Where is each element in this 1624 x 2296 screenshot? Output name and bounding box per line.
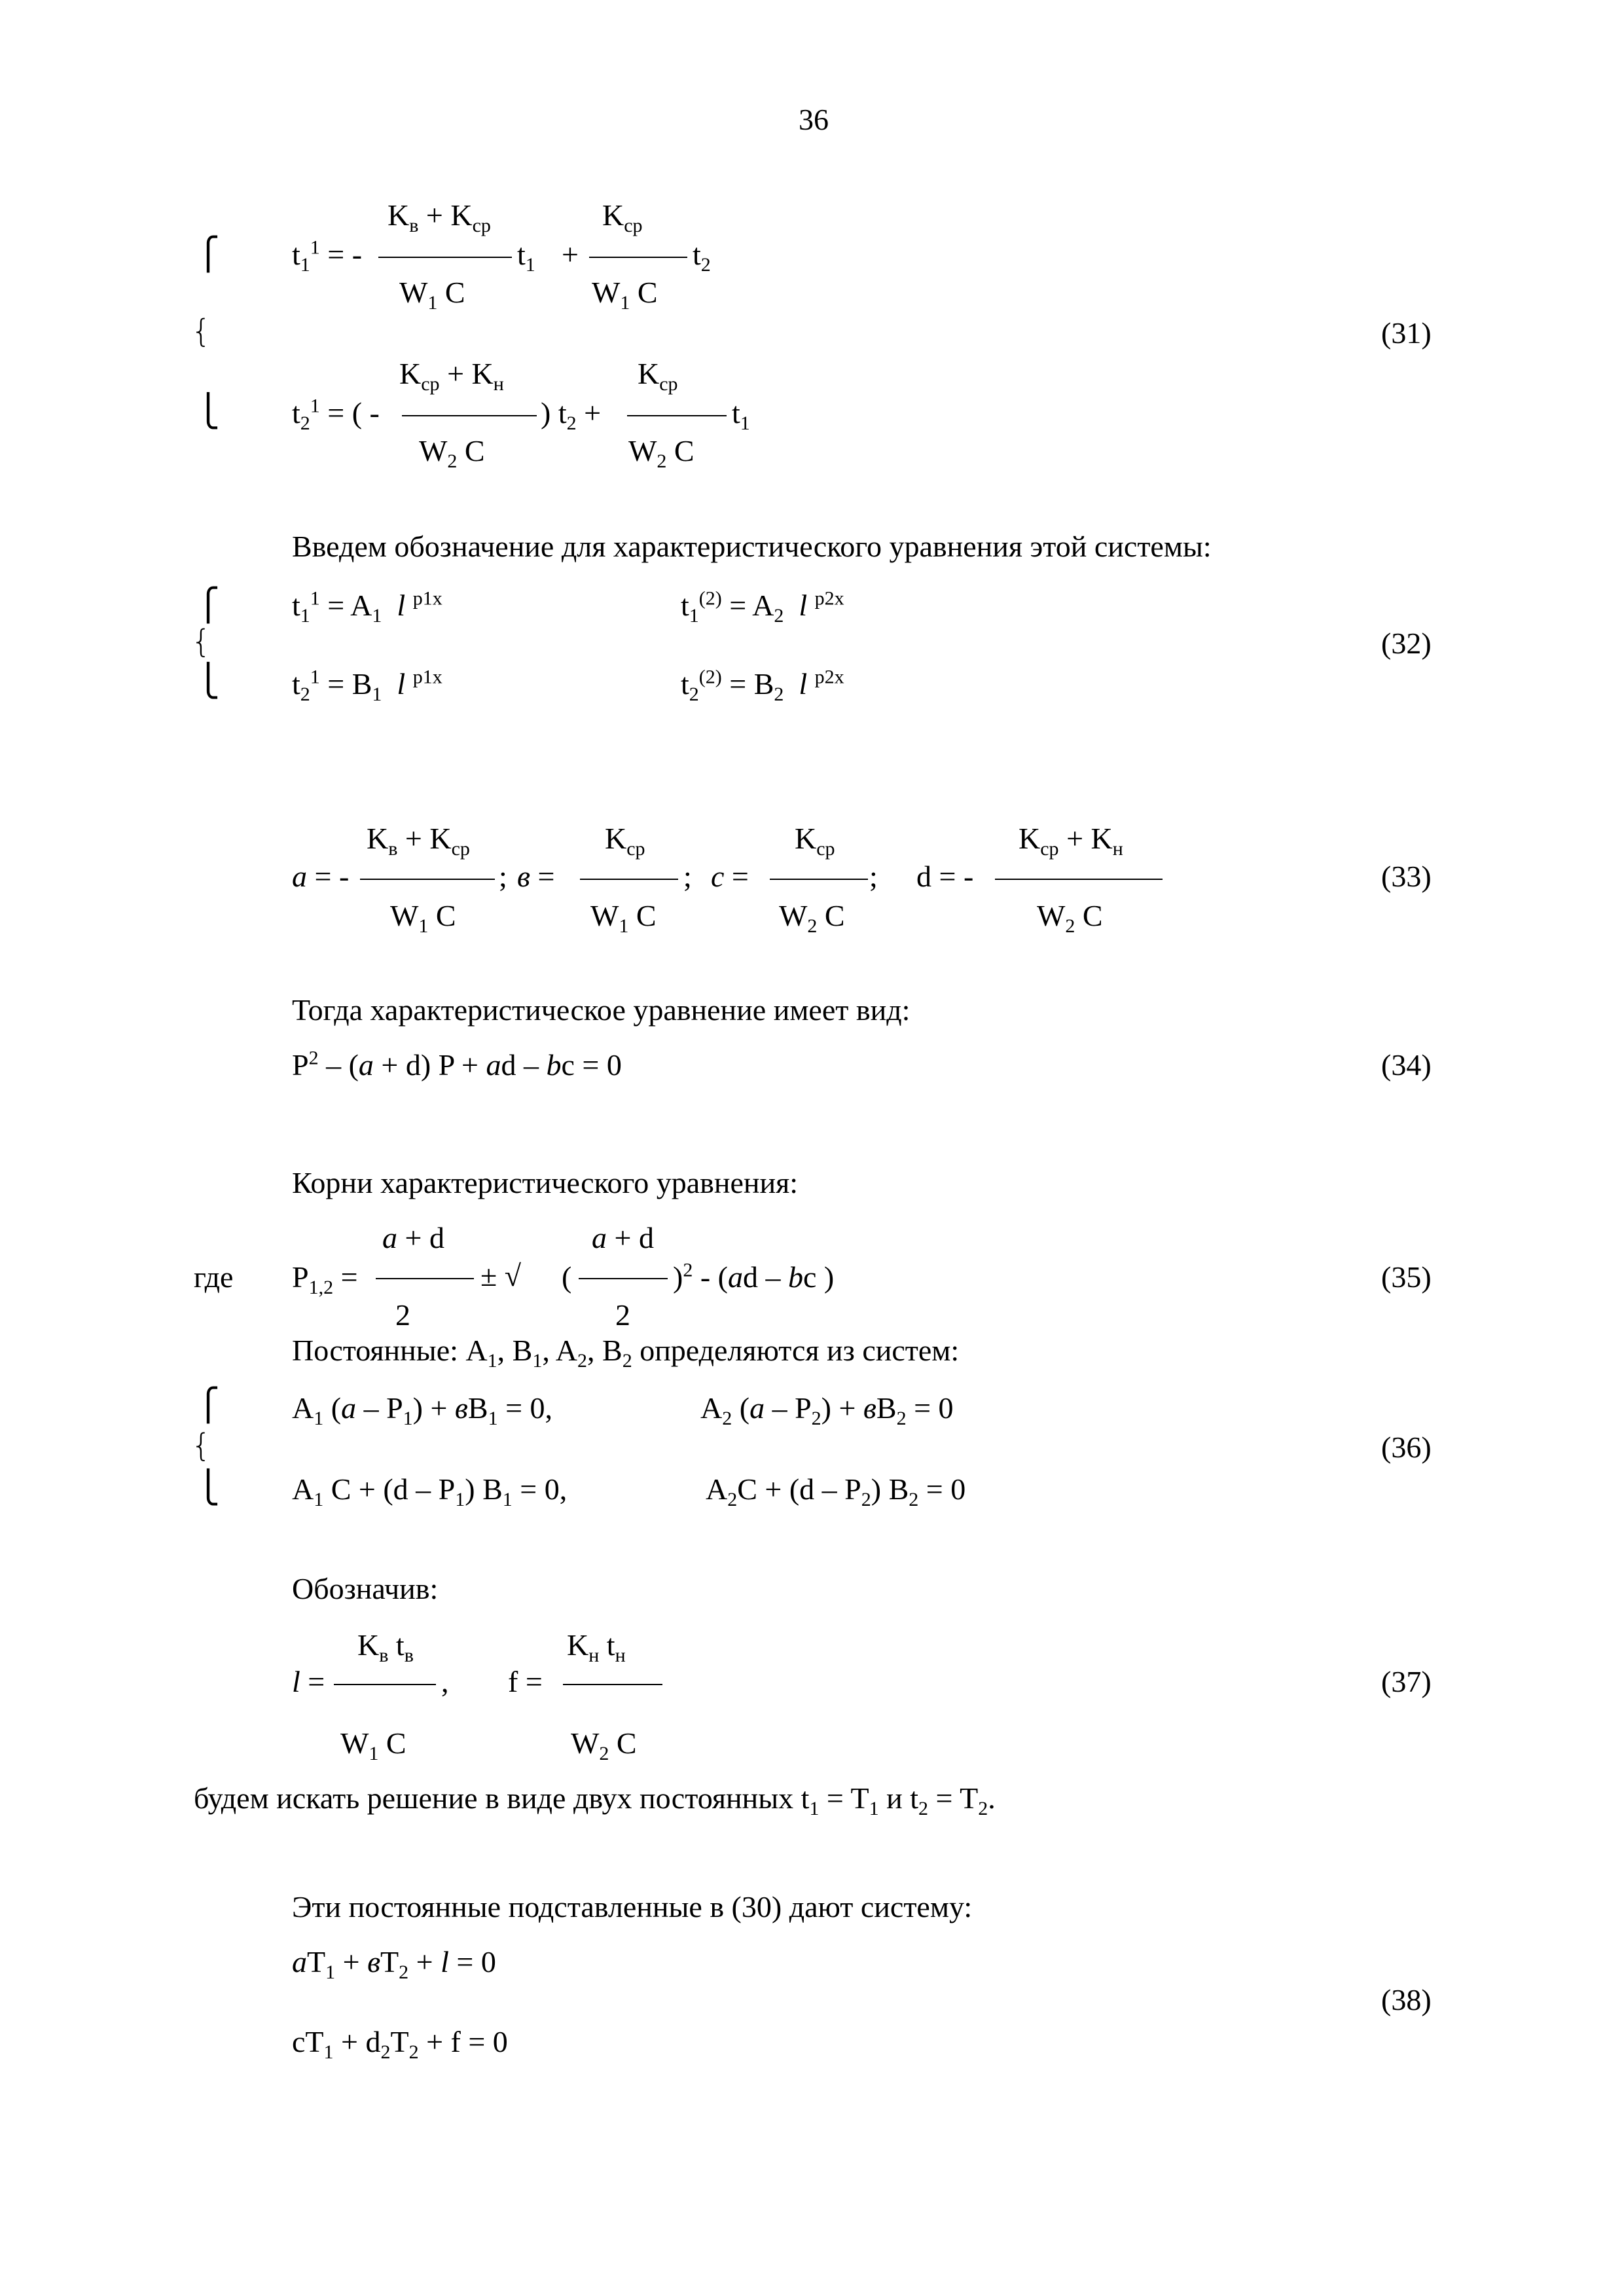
eq36-r2a: $A_1$ $C + (d - P_1)$ $B_1 = 0$, [292, 1472, 568, 1511]
eq35-den-2: 2 [615, 1298, 630, 1332]
eq32-number: (32) [1381, 627, 1432, 660]
eq37-number: (37) [1381, 1665, 1432, 1698]
eq33-a-numerator: $K_в + K_{ср}$ [367, 822, 470, 860]
eq35-open: ( [562, 1260, 572, 1294]
eq37-f-numerator: $K_н$ $t_н$ [567, 1628, 626, 1667]
eq31-r1-numerator-2: $K_{ср}$ [602, 198, 643, 237]
eq31-r1-t1: $t_1$ [517, 238, 535, 276]
brace-mid: { [191, 313, 211, 350]
brace-bottom: ⎩ [196, 393, 220, 429]
eq35-n1: a + d [382, 1221, 444, 1254]
eq33-b-bar [580, 879, 678, 880]
eq33-sep2: ; [683, 860, 692, 893]
eq33-d-denominator: $W_2$ C [1037, 899, 1103, 938]
eq35-lhs: $P_{1,2}$ = [292, 1260, 358, 1299]
brace-top: ⎧ [196, 236, 220, 272]
eq38-number: (38) [1381, 1983, 1432, 2016]
intro-36: Постоянные: $A_1$, $B_1$, $A_2$, $B_2$ определяются из систем: [292, 1334, 960, 1372]
eq33-a-bar [360, 879, 495, 880]
brace-bottom: ⎩ [196, 663, 220, 699]
eq35-n2: a + d [592, 1221, 654, 1254]
eq33-sep3: ; [869, 860, 878, 893]
eq31-number: (31) [1381, 316, 1432, 350]
eq35-close: )$^2$ - (ad – bc ) [673, 1259, 835, 1294]
eq34-number: (34) [1381, 1048, 1432, 1082]
eq31-r2-fraction-bar-2 [627, 415, 727, 416]
eq33-sep1: ; [499, 860, 507, 893]
brace-top: ⎧ [196, 1387, 220, 1423]
eq33-a-lhs: a = - [292, 860, 350, 893]
eq37-f-bar [563, 1684, 662, 1685]
eq33-c-numerator: $K_{ср}$ [795, 822, 835, 860]
intro-35: Корни характеристического уравнения: [292, 1166, 799, 1199]
eq37-l-denominator: $W_1$ C [340, 1726, 406, 1765]
eq31-r1-denominator-2: $W_1$ C [592, 276, 658, 314]
brace-mid: { [191, 623, 211, 660]
eq31-r2-denominator-2: $W_2$ C [628, 434, 695, 473]
eq31-r1-lhs: $t_1^1$ = - [292, 236, 363, 276]
eq33-a-denominator: $W_1$ C [390, 899, 456, 938]
brace-mid: { [191, 1427, 211, 1464]
eq33-c-lhs: c = [711, 860, 749, 893]
eq38-r1: $aT_1 + вT_2 + l = 0$ [292, 1945, 496, 1984]
eq31-r2-numerator-1: $K_{ср} + K_н$ [399, 357, 504, 395]
eq33-b-numerator: $K_{ср}$ [605, 822, 645, 860]
eq31-r2-t1: $t_1$ [732, 396, 750, 435]
eq35-bar-2 [579, 1278, 668, 1279]
eq35-number: (35) [1381, 1260, 1432, 1294]
eq31-r1-t2: $t_2$ [693, 238, 711, 276]
eq31-r2-close: ) $t_2$ + [541, 396, 602, 435]
eq33-d-numerator: $K_{ср} + K_н$ [1019, 822, 1123, 860]
eq31-r1-fraction-bar-2 [589, 257, 687, 258]
eq33-b-lhs: в = [517, 860, 555, 893]
brace-top: ⎧ [196, 587, 220, 623]
eq31-r2-fraction-bar-1 [402, 415, 537, 416]
eq33-c-bar [770, 879, 868, 880]
eq37-comma: , [441, 1665, 449, 1698]
eq31-r2-lhs: $t_2^1$ = ( - [292, 395, 380, 435]
eq32-c: $t_2^1 = B_1$ l $^{p1x}$ [292, 666, 442, 706]
eq32-a: $t_1^1 = A_1$ l $^{p1x}$ [292, 587, 442, 627]
eq33-b-denominator: $W_1$ C [590, 899, 657, 938]
intro-34: Тогда характеристическое уравнение имеет вид: [292, 993, 911, 1027]
eq35-bar-1 [376, 1278, 474, 1279]
intro-38: Эти постоянные подставленные в (30) дают систему: [292, 1890, 973, 1923]
eq36-r2b: $A_2C + (d - P_2) B_2 = 0$ [706, 1472, 966, 1511]
eq37-l-bar [334, 1684, 436, 1685]
eq31-r2-denominator-1: $W_2$ C [419, 434, 485, 473]
intro-37: Обозначив: [292, 1572, 439, 1605]
eq33-number: (33) [1381, 860, 1432, 893]
page-number: 36 [799, 103, 829, 136]
eq32-b: $t_1^{(2)} = A_2$ l $^{p2x}$ [681, 587, 844, 627]
eq33-c-denominator: $W_2$ C [779, 899, 845, 938]
eq36-r1a: $A_1$ $(a - P_1) + вB_1 = 0$, [292, 1391, 553, 1430]
eq33-d-bar [995, 879, 1163, 880]
eq31-r1-fraction-bar-1 [378, 257, 512, 258]
eq31-r1-denominator-1: $W_1$ C [399, 276, 465, 314]
eq31-r1-numerator-1: $K_в + K_{ср}$ [388, 198, 491, 237]
eq35-pm-sqrt: ± √ [480, 1259, 521, 1292]
intro-32: Введем обозначение для характеристического уравнения этой системы: [292, 530, 1212, 563]
eq33-d-lhs: d = - [916, 860, 974, 893]
brace-bottom: ⎩ [196, 1469, 220, 1506]
eq36-r1b: $A_2$ $(a - P_2) + вB_2 = 0$ [700, 1391, 954, 1430]
after-37: будем искать решение в виде двух постоянных $t_1 = T_1$ и $t_2 = T_2$. [194, 1781, 996, 1820]
eq36-number: (36) [1381, 1430, 1432, 1464]
eq37-f-lhs: f = [508, 1665, 543, 1698]
eq37-l-lhs: l = [292, 1665, 325, 1698]
eq35-where: где [194, 1260, 234, 1294]
eq32-d: $t_2^{(2)} = B_2$ l $^{p2x}$ [681, 666, 844, 706]
eq31-r2-numerator-2: $K_{ср}$ [638, 357, 678, 395]
eq35-den-1: 2 [395, 1298, 410, 1332]
eq38-r2: $cT_1 + d_2T_2 + f = 0$ [292, 2025, 508, 2064]
eq31-r1-plus: + [562, 238, 579, 271]
eq37-f-denominator: $W_2$ C [571, 1726, 637, 1765]
equation-34: $P^2 - (a + d) P$ + ad – bc = 0 [292, 1047, 622, 1082]
eq37-l-numerator: $K_в$ $t_в$ [357, 1628, 414, 1667]
